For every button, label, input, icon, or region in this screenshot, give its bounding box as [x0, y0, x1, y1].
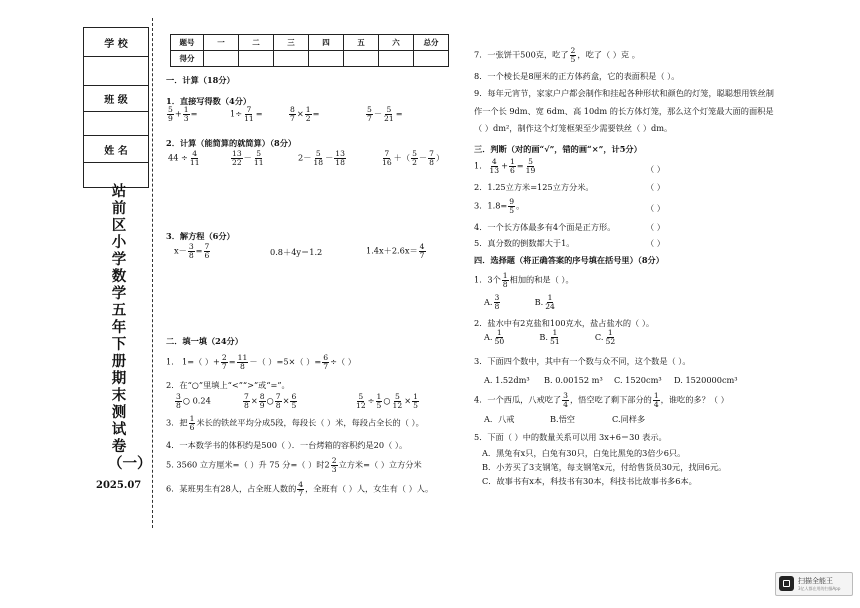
- exam-date: 2025.07: [96, 480, 142, 491]
- s2-q3: 3．把 $\frac{1}{6}$ 米长的铁丝平均分成5段，每段长（ ）米，每段占全长的（ ）。: [166, 414, 424, 432]
- s3-answer-paren[interactable]: （ ）: [646, 182, 665, 192]
- s1-q2-item: [168, 150, 202, 167]
- denominator: 11: [253, 158, 264, 167]
- s4-q3: 3．下面四个数中，其中有一个数与众不同，这个数是（ ）。: [474, 356, 691, 366]
- class-blank[interactable]: [84, 112, 149, 136]
- numerator: 13: [232, 149, 242, 158]
- score-row: [171, 51, 449, 67]
- s1-q3-item: [174, 243, 211, 260]
- numerator: 13: [335, 149, 345, 158]
- numerator: 8: [290, 105, 295, 114]
- s2-q2-line: 2．在“○”里填上“<”“>”或“=”。: [166, 380, 290, 390]
- equals: =: [312, 108, 320, 119]
- operator: +: [174, 108, 182, 119]
- score-header-cell: 题号: [171, 35, 204, 51]
- s1-q1-item: [230, 106, 263, 123]
- scanner-watermark: [775, 572, 853, 596]
- score-header-cell: 四: [309, 35, 344, 51]
- prefix: 44 ÷: [168, 152, 188, 163]
- s4-q3-option[interactable]: A. 1.52dm³: [484, 375, 530, 385]
- operator: －: [418, 152, 428, 163]
- q8: 8．一个棱长是8厘米的正方体药盒，它的表面积是（ ）。: [474, 71, 680, 81]
- student-info-table: [83, 27, 149, 188]
- score-header-cell: 五: [344, 35, 379, 51]
- name-label: 姓 名: [84, 136, 149, 163]
- numerator: 7: [384, 149, 390, 158]
- watermark-subtitle: 3亿人都在用的扫描App: [798, 586, 841, 591]
- s2-q6: 6．某班男生有28人，占全班人数的 $\frac{4}{7}$ ，全班有（ ）人，女生有（ ）人。: [166, 480, 434, 498]
- s4-q1-options: [484, 294, 557, 311]
- score-header-cell: 一: [204, 35, 239, 51]
- denominator: 18: [313, 158, 324, 167]
- s4-q4-option[interactable]: A．八戒: [484, 414, 515, 424]
- denominator: 8: [188, 251, 194, 260]
- denominator: 18: [335, 158, 345, 167]
- s4-q5-option[interactable]: C．故事书有x本，科技书有30本，科技书比故事书多6本。: [482, 476, 697, 486]
- numerator: 4: [419, 242, 425, 251]
- operator: －: [243, 152, 252, 163]
- numerator: 7: [429, 149, 434, 158]
- score-cell[interactable]: [414, 51, 449, 67]
- s2-q1: 1． 1=（ ）+ $\frac{2}{7}$ = $\frac{11}{8}$ －（ ）=5×（ ）= $\frac{6}{7}$ ÷（ ）: [166, 353, 356, 371]
- s4-q5-option[interactable]: A．黑兔有x只，白兔有30只，白兔比黑兔的3倍少6只。: [482, 448, 686, 458]
- camscanner-icon: [779, 576, 794, 591]
- close-paren: ）: [435, 152, 445, 163]
- operator: ×: [296, 108, 304, 119]
- score-header-cell: 总分: [414, 35, 449, 51]
- operator: ＋（: [393, 152, 411, 163]
- denominator: 7: [367, 114, 372, 123]
- q9-line: （ ）dm²，制作这个灯笼框架至少需要铁丝（ ）dm。: [474, 123, 673, 133]
- operator: －: [325, 152, 334, 163]
- q9-line: 9．每年元宵节，家家户户都会制作和挂起各种形状和颜色的灯笼，聪聪想用铁丝制: [474, 88, 774, 98]
- s4-q3-option[interactable]: B. 0.00152 m³: [544, 375, 603, 385]
- denominator: 7: [290, 114, 295, 123]
- s1-q1-item: [166, 106, 197, 123]
- option-a[interactable]: A. $\frac{3}{8}$: [484, 293, 500, 311]
- score-cell[interactable]: [274, 51, 309, 67]
- equals: =: [395, 108, 403, 119]
- equals: =: [255, 108, 263, 119]
- school-label: 学 校: [84, 28, 149, 57]
- numerator: 5: [315, 149, 321, 158]
- s1-q2-item: [298, 150, 347, 167]
- s4-q5-option[interactable]: B．小芳买了3支钢笔，每支钢笔x元，付给售货员30元，找回6元。: [482, 462, 727, 472]
- s3-item: 1． $\frac{4}{13}$ + $\frac{1}{6}$ = $\frac{5}{19}$: [474, 157, 536, 175]
- score-header-cell: 六: [379, 35, 414, 51]
- equals: =: [195, 245, 203, 256]
- s1-q2-heading: 2．计算（能简算的就简算）（8分）: [166, 138, 297, 148]
- denominator: 11: [189, 158, 200, 167]
- denominator: 8: [429, 158, 434, 167]
- watermark-title: 扫描全能王: [798, 577, 833, 585]
- denominator: 6: [204, 251, 210, 260]
- numerator: 3: [188, 242, 194, 251]
- numerator: 1: [305, 105, 311, 114]
- school-blank[interactable]: [84, 57, 149, 86]
- numerator: 5: [386, 105, 392, 114]
- option-a[interactable]: A. $\frac{1}{50}$: [484, 328, 505, 346]
- s1-q1-item: [288, 106, 319, 123]
- prefix: 1.4x＋2.6x＝: [366, 245, 418, 256]
- numerator: 7: [246, 105, 252, 114]
- denominator: 7: [419, 251, 425, 260]
- s4-q2-options: [484, 329, 617, 346]
- s3-answer-paren[interactable]: （ ）: [646, 222, 665, 232]
- prefix: 2－: [298, 152, 312, 163]
- class-label: 班 级: [84, 86, 149, 112]
- prefix: x－: [174, 245, 187, 256]
- numerator: 5: [412, 149, 417, 158]
- denominator: 16: [382, 158, 392, 167]
- q7: 7．一张饼干500克，吃了 $\frac{2}{5}$ ，吃了（ ）克 。: [474, 46, 640, 64]
- s1-q3-heading: 3．解方程（6分）: [166, 231, 235, 241]
- section2-heading: 二．填一填（24分）: [166, 336, 243, 346]
- s2-q5: 5. 3560 立方厘米=（ ）升 75 分=（ ）时2 $\frac{2}{3}$ 立方米=（ ）立方分米: [166, 456, 422, 474]
- denominator: 2: [305, 114, 311, 123]
- section1-heading: 一．计算（18分）: [166, 75, 235, 85]
- s2-q4: 4．一本数学书的体积约是500（ ）．一台烤箱的容积约是20（ ）。: [166, 440, 408, 450]
- s4-q1: 1．3个 $\frac{1}{8}$ 相加的和是（ ）。: [474, 271, 574, 289]
- denominator: 21: [384, 114, 394, 123]
- s4-q4-option[interactable]: B.悟空: [550, 414, 575, 424]
- section4-heading: 四．选择题（将正确答案的序号填在括号里）（8分）: [474, 255, 664, 265]
- s1-q3-item: [366, 243, 427, 260]
- denominator: 11: [244, 114, 254, 123]
- option-c[interactable]: C. $\frac{1}{52}$: [594, 328, 616, 346]
- denominator: 3: [183, 114, 189, 123]
- score-header-cell: 三: [274, 35, 309, 51]
- s4-q5: 5．下面（ ）中的数量关系可以用 3x+6＝30 表示。: [474, 432, 667, 442]
- s4-q4-option[interactable]: C.同样多: [612, 414, 646, 424]
- s3-answer-paren[interactable]: （ ）: [646, 238, 665, 248]
- numerator: 1: [183, 105, 189, 114]
- s2-q2-item: $\frac{7}{8}$ × $\frac{8}{9}$ ○ $\frac{7}{8}$ × $\frac{6}{5}$: [244, 392, 297, 410]
- exam-title: 站前区小学数学五年下册期末测试卷（一）: [108, 183, 152, 472]
- score-table: [170, 34, 449, 67]
- denominator: 2: [412, 158, 417, 167]
- s4-q3-option[interactable]: D. 1520000cm³: [674, 375, 738, 385]
- numerator: 5: [256, 149, 262, 158]
- cut-line: [152, 18, 153, 528]
- prefix: 1÷: [230, 108, 243, 119]
- s2-q2-item: $\frac{5}{12}$ ÷ $\frac{1}{5}$ ○ $\frac{5}{12}$ × $\frac{1}{5}$: [356, 392, 418, 410]
- option-b[interactable]: B. $\frac{1}{24}$: [534, 293, 555, 311]
- denominator: 9: [168, 114, 173, 123]
- s4-q2: 2．盐水中有2克盐和100克水，盐占盐水的（ ）。: [474, 318, 655, 328]
- q9-line: 作一个长 9dm、宽 6dm、高 10dm 的长方体灯笼，那么这个灯笼最大面的面积是: [474, 106, 774, 116]
- operator: －: [373, 108, 383, 119]
- score-header-row: [171, 35, 449, 51]
- score-cell[interactable]: [344, 51, 379, 67]
- section3-heading: 三．判断（对的画“√”，错的画“×”，计5分）: [474, 144, 642, 154]
- s3-item: 5．真分数的倒数都大于1。: [474, 238, 575, 248]
- numerator: 7: [204, 242, 210, 251]
- denominator: 22: [232, 158, 242, 167]
- s3-answer-paren[interactable]: （ ）: [646, 164, 665, 174]
- numerator: 5: [367, 105, 372, 114]
- s1-q2-item: [230, 150, 266, 167]
- numerator: 4: [192, 149, 198, 158]
- s1-q1-heading: 1．直接写得数（4分）: [166, 96, 252, 106]
- s1-q1-item: [365, 106, 403, 123]
- s3-answer-paren[interactable]: （ ）: [646, 203, 665, 213]
- s1-q3-item: 0.8＋4y＝1.2: [270, 247, 323, 257]
- numerator: 5: [168, 105, 173, 114]
- s4-q4: 4．一个西瓜，八戒吃了 $\frac{3}{4}$ ，悟空吃了剩下部分的 $\frac{1}{4}$ ，谁吃的多？（ ）: [474, 391, 729, 409]
- s4-q3-option[interactable]: C. 1520cm³: [614, 375, 662, 385]
- equals: =: [190, 108, 198, 119]
- s1-q2-item: [380, 150, 444, 167]
- s3-item: 4．一个长方体最多有4个面是正方形。: [474, 222, 616, 232]
- s2-q2-item: $\frac{3}{8}$ ○ 0.24: [176, 392, 211, 410]
- score-cell[interactable]: [309, 51, 344, 67]
- score-header-cell: 二: [239, 35, 274, 51]
- option-b[interactable]: B. $\frac{1}{51}$: [539, 328, 560, 346]
- score-cell[interactable]: [204, 51, 239, 67]
- score-row-label: 得分: [171, 51, 204, 67]
- score-cell[interactable]: [379, 51, 414, 67]
- score-cell[interactable]: [239, 51, 274, 67]
- s3-item: 3．1.8= $\frac{9}{5}$ 。: [474, 197, 525, 215]
- s3-item: 2．1.25立方米=125立方分米。: [474, 182, 594, 192]
